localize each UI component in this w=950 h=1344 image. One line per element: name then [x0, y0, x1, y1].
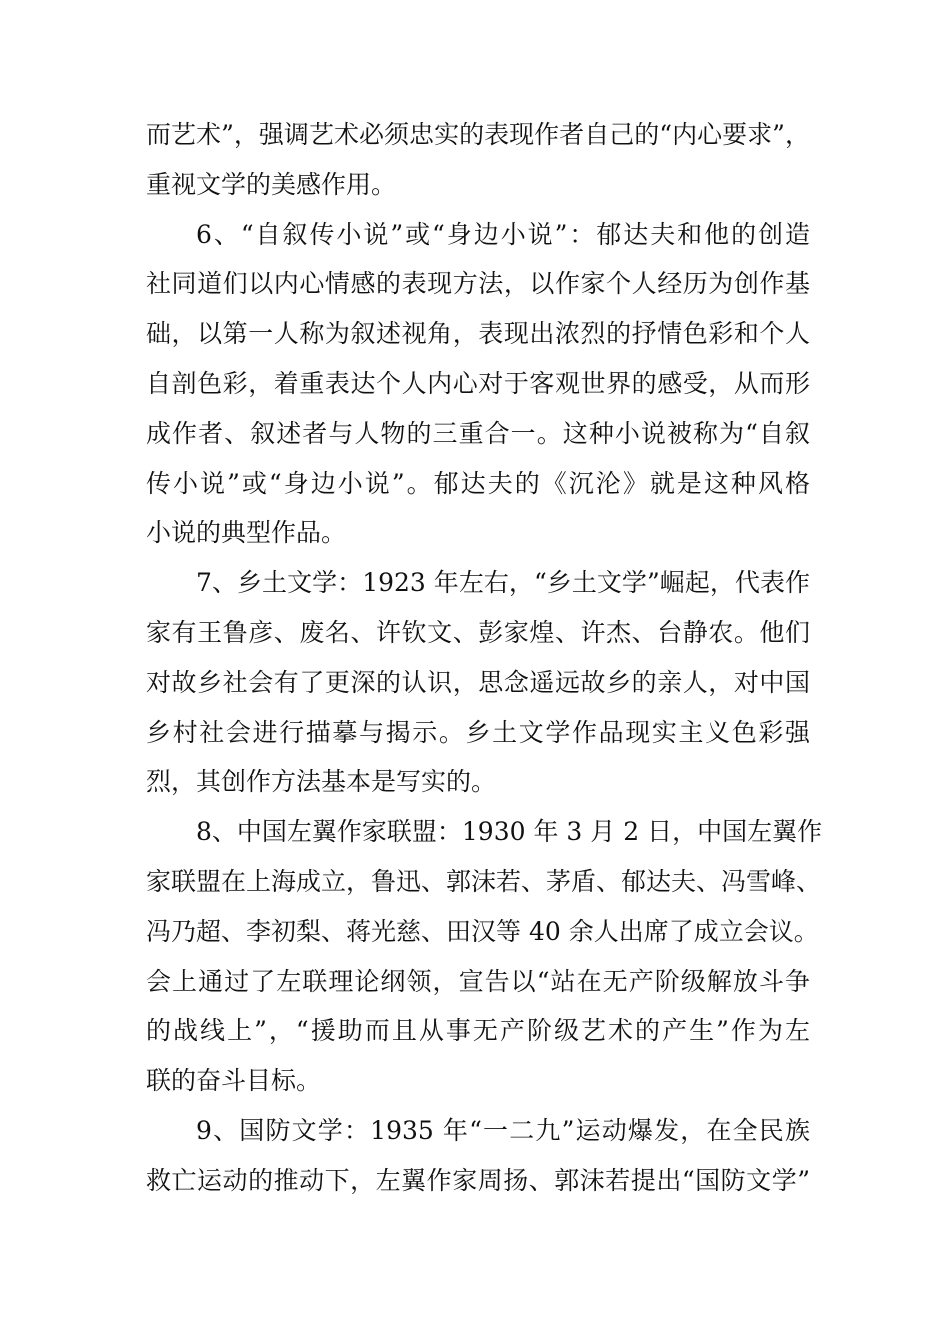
- text-line: 7、乡土文学：1923 年左右，“乡土文学”崛起，代表作: [196, 568, 810, 598]
- text-line: 自剖色彩，着重表达个人内心对于客观世界的感受，从而形: [146, 368, 810, 398]
- paragraph-p7: [146, 558, 810, 807]
- text-line: 联的奋斗目标。: [146, 1066, 322, 1096]
- paragraph-p8: [146, 807, 823, 1106]
- text-line: 小说的典型作品。: [146, 518, 347, 548]
- text-line: 8、中国左翼作家联盟：1930 年 3 月 2 日，中国左翼作: [196, 817, 823, 847]
- text-line: 救亡运动的推动下，左翼作家周扬、郭沫若提出“国防文学”: [146, 1165, 810, 1195]
- text-line: 会上通过了左联理论纲领，宣告以“站在无产阶级解放斗争: [146, 966, 810, 996]
- text-line: 社同道们以内心情感的表现方法，以作家个人经历为创作基: [146, 269, 810, 299]
- text-line: 9、国防文学：1935 年“一二九”运动爆发，在全民族: [196, 1115, 810, 1145]
- text-line: 础，以第一人称为叙述视角，表现出浓烈的抒情色彩和个人: [146, 319, 810, 349]
- text-line: 冯乃超、李初梨、蒋光慈、田汉等 40 余人出席了成立会议。: [146, 916, 819, 946]
- text-line: 而艺术”，强调艺术必须忠实的表现作者自己的“内心要求”，: [146, 120, 810, 149]
- paragraph-p6: [146, 210, 810, 559]
- text-line: 的战线上”，“援助而且从事无产阶级艺术的产生”作为左: [146, 1016, 810, 1046]
- text-line: 6、“自叙传小说”或“身边小说”：郁达夫和他的创造: [196, 219, 810, 249]
- text-line: 家有王鲁彦、废名、许钦文、彭家煌、许杰、台静农。他们: [146, 617, 810, 647]
- text-line: 家联盟在上海成立，鲁迅、郭沫若、茅盾、郁达夫、冯雪峰、: [146, 866, 822, 896]
- text-line: 乡村社会进行描摹与揭示。乡土文学作品现实主义色彩强: [146, 717, 810, 747]
- text-line: 烈，其创作方法基本是写实的。: [146, 767, 497, 797]
- text-line: 对故乡社会有了更深的认识，思念遥远故乡的亲人，对中国: [146, 667, 810, 697]
- paragraph-p-continued: [146, 110, 810, 210]
- text-line: 传小说”或“身边小说”。郁达夫的《沉沦》就是这种风格: [146, 468, 810, 498]
- document-body: [146, 110, 823, 1206]
- text-line: 重视文学的美感作用。: [146, 169, 397, 199]
- text-line: 成作者、叙述者与人物的三重合一。这种小说被称为“自叙: [146, 418, 810, 448]
- paragraph-p9: [146, 1106, 810, 1206]
